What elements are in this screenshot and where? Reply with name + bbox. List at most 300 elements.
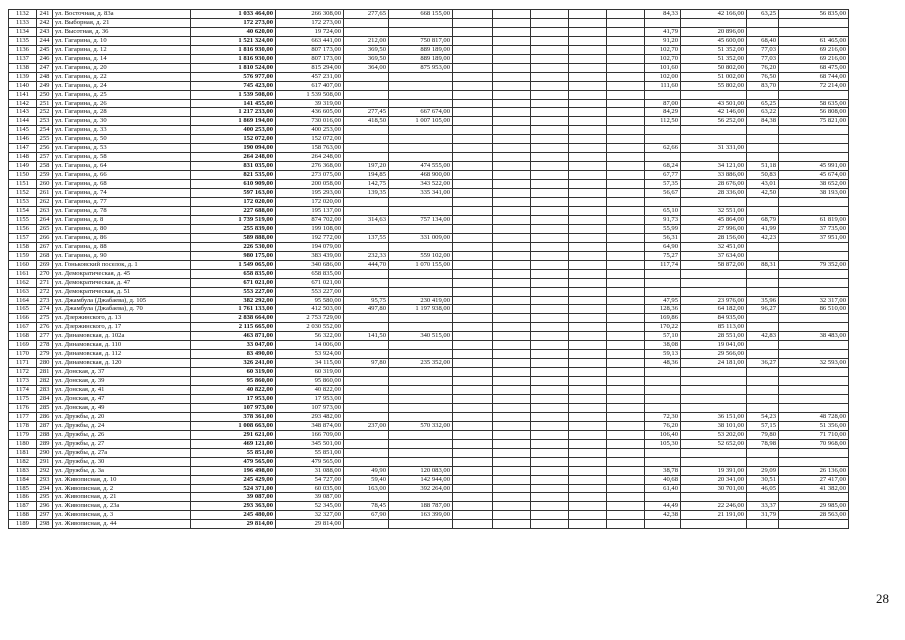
table-cell-item_no: 273 [37,296,53,305]
table-row [9,224,849,233]
table-cell-address: ул. Выборная, д. 21 [53,18,191,27]
table-cell-c11 [607,457,645,466]
table-cell-address: ул. Гагарина, д. 30 [53,117,191,126]
table-cell-c15 [779,251,849,260]
table-cell-c7 [453,520,493,529]
table-cell-c15 [779,27,849,36]
table-cell-c14 [747,493,779,502]
table-cell-c12 [645,457,681,466]
table-cell-c14 [747,394,779,403]
table-cell-c12: 102,00 [645,72,681,81]
table-cell-c5: 444,70 [344,260,389,269]
table-cell-c5: 277,45 [344,108,389,117]
table-cell-total: 1 549 065,00 [191,260,276,269]
table-cell-c14 [747,287,779,296]
table-cell-c10 [569,278,607,287]
table-row [9,323,849,332]
table-cell-c12 [645,153,681,162]
table-cell-c14 [747,520,779,529]
table-cell-c7 [453,63,493,72]
table-cell-c10 [569,386,607,395]
table-row [9,377,849,386]
table-cell-address: ул. Живописная, д. 3 [53,511,191,520]
table-cell-c13: 30 701,00 [681,484,747,493]
table-cell-c5 [344,448,389,457]
table-cell-c10 [569,144,607,153]
table-row [9,233,849,242]
table-cell-c14: 77,03 [747,54,779,63]
table-cell-c6: 188 787,00 [389,502,453,511]
table-cell-c10 [569,287,607,296]
table-cell-c5 [344,198,389,207]
table-cell-c12: 105,30 [645,439,681,448]
table-cell-row_no: 1138 [9,63,37,72]
table-row [9,215,849,224]
table-cell-c9 [531,108,569,117]
table-cell-c7 [453,448,493,457]
table-cell-c8 [493,54,531,63]
table-cell-c9 [531,36,569,45]
table-cell-c15: 51 356,00 [779,421,849,430]
table-cell-row_no: 1174 [9,386,37,395]
table-cell-c9 [531,314,569,323]
table-cell-c9 [531,90,569,99]
table-cell-c11 [607,126,645,135]
table-row [9,466,849,475]
table-cell-c9 [531,18,569,27]
table-cell-c10 [569,314,607,323]
table-cell-c12 [645,493,681,502]
table-cell-item_no: 262 [37,198,53,207]
table-cell-c7 [453,323,493,332]
table-cell-c15 [779,323,849,332]
table-cell-c11 [607,153,645,162]
table-cell-c12: 117,74 [645,260,681,269]
table-cell-c15 [779,448,849,457]
table-cell-c9 [531,242,569,251]
table-cell-c10 [569,233,607,242]
table-cell-row_no: 1169 [9,341,37,350]
table-cell-item_no: 260 [37,180,53,189]
table-cell-c10 [569,350,607,359]
table-cell-item_no: 281 [37,368,53,377]
table-cell-item_no: 268 [37,251,53,260]
table-cell-total: 2 838 664,00 [191,314,276,323]
table-cell-c7 [453,90,493,99]
table-cell-c12 [645,278,681,287]
table-cell-c11 [607,511,645,520]
table-cell-c5 [344,18,389,27]
table-row [9,18,849,27]
table-cell-item_no: 251 [37,99,53,108]
table-cell-total: 831 035,00 [191,162,276,171]
table-cell-address: ул. Гагарина, д. 50 [53,135,191,144]
table-row [9,484,849,493]
table-cell-total: 264 248,00 [191,153,276,162]
table-cell-c11 [607,108,645,117]
table-cell-c9 [531,27,569,36]
table-cell-c10 [569,99,607,108]
table-cell-c8 [493,448,531,457]
table-cell-c15 [779,314,849,323]
table-cell-item_no: 245 [37,45,53,54]
table-cell-row_no: 1155 [9,215,37,224]
table-cell-c6 [389,153,453,162]
table-cell-c12: 169,86 [645,314,681,323]
table-cell-c13: 43 501,00 [681,99,747,108]
table-cell-row_no: 1160 [9,260,37,269]
table-cell-c13: 56 252,00 [681,117,747,126]
table-cell-c4: 617 407,00 [276,81,344,90]
table-row [9,448,849,457]
table-cell-c13: 51 352,00 [681,45,747,54]
table-cell-address: ул. Гагарина, д. 22 [53,72,191,81]
table-cell-c11 [607,484,645,493]
table-cell-c10 [569,90,607,99]
table-cell-item_no: 265 [37,224,53,233]
table-cell-total: 576 977,00 [191,72,276,81]
table-cell-c10 [569,520,607,529]
table-cell-total: 227 688,00 [191,206,276,215]
table-cell-c11 [607,198,645,207]
table-cell-c5: 212,00 [344,36,389,45]
table-cell-c11 [607,296,645,305]
table-cell-c14: 68,79 [747,215,779,224]
table-cell-c11 [607,27,645,36]
table-cell-c4: 2 030 552,00 [276,323,344,332]
table-cell-c10 [569,215,607,224]
table-cell-c15: 38 483,00 [779,332,849,341]
table-cell-c5 [344,314,389,323]
table-cell-c8 [493,153,531,162]
table-cell-c11 [607,81,645,90]
table-cell-c9 [531,457,569,466]
table-cell-c4: 17 953,00 [276,394,344,403]
table-cell-c4: 200 058,00 [276,180,344,189]
table-cell-c8 [493,10,531,19]
table-cell-c13: 64 182,00 [681,305,747,314]
table-row [9,171,849,180]
table-cell-c5 [344,377,389,386]
table-cell-c15: 69 216,00 [779,45,849,54]
table-cell-item_no: 292 [37,466,53,475]
table-cell-c11 [607,502,645,511]
table-cell-c15 [779,153,849,162]
table-cell-c14: 46,05 [747,484,779,493]
table-cell-item_no: 246 [37,54,53,63]
table-cell-c4: 730 016,00 [276,117,344,126]
table-cell-c8 [493,198,531,207]
table-cell-total: 29 814,00 [191,520,276,529]
table-cell-c13 [681,153,747,162]
table-cell-c14: 31,79 [747,511,779,520]
table-cell-c14 [747,242,779,251]
table-cell-item_no: 288 [37,430,53,439]
table-cell-c15: 26 136,00 [779,466,849,475]
table-cell-c12 [645,126,681,135]
table-cell-c8 [493,180,531,189]
table-cell-c14: 33,37 [747,502,779,511]
table-cell-total: 469 121,00 [191,439,276,448]
table-cell-c13: 20 341,00 [681,475,747,484]
table-cell-c4: 107 973,00 [276,403,344,412]
table-cell-c12 [645,520,681,529]
table-cell-c15: 72 214,00 [779,81,849,90]
table-cell-total: 60 319,00 [191,368,276,377]
table-cell-total: 463 871,00 [191,332,276,341]
table-cell-c9 [531,430,569,439]
table-cell-c5: 163,00 [344,484,389,493]
table-cell-c6 [389,242,453,251]
table-cell-c4: 60 035,00 [276,484,344,493]
table-cell-c15: 48 728,00 [779,412,849,421]
table-cell-c8 [493,394,531,403]
table-cell-c6: 750 817,00 [389,36,453,45]
table-cell-c15 [779,520,849,529]
table-cell-c8 [493,296,531,305]
table-cell-c13: 19 041,00 [681,341,747,350]
table-cell-row_no: 1165 [9,305,37,314]
table-cell-c9 [531,54,569,63]
table-cell-c10 [569,189,607,198]
table-row [9,394,849,403]
table-cell-c4: 807 173,00 [276,54,344,63]
table-cell-c5 [344,153,389,162]
table-cell-c7 [453,117,493,126]
table-cell-c4: 53 924,00 [276,350,344,359]
table-cell-c14: 76,50 [747,72,779,81]
table-cell-c15: 61 819,00 [779,215,849,224]
table-cell-c12: 56,67 [645,189,681,198]
table-cell-c8 [493,520,531,529]
table-cell-c11 [607,350,645,359]
table-cell-row_no: 1185 [9,484,37,493]
table-cell-item_no: 283 [37,386,53,395]
table-cell-address: ул. Гагарина, д. 8 [53,215,191,224]
table-cell-item_no: 279 [37,350,53,359]
table-cell-c4: 815 294,00 [276,63,344,72]
table-cell-c14: 35,96 [747,296,779,305]
table-cell-c10 [569,63,607,72]
table-cell-c15 [779,206,849,215]
table-cell-c14: 57,15 [747,421,779,430]
table-cell-total: 95 860,00 [191,377,276,386]
table-cell-c5: 418,50 [344,117,389,126]
table-cell-item_no: 291 [37,457,53,466]
table-cell-c8 [493,81,531,90]
table-cell-c15 [779,386,849,395]
table-cell-item_no: 254 [37,126,53,135]
table-cell-c9 [531,171,569,180]
table-cell-c9 [531,206,569,215]
table-cell-c4: 172 020,00 [276,198,344,207]
table-cell-c7 [453,18,493,27]
table-cell-c13: 55 802,00 [681,81,747,90]
table-cell-c4: 658 835,00 [276,269,344,278]
table-cell-row_no: 1172 [9,368,37,377]
table-cell-address: ул. Дружбы, д. 26 [53,430,191,439]
table-cell-c8 [493,403,531,412]
table-cell-c8 [493,99,531,108]
table-cell-c8 [493,368,531,377]
table-cell-total: 245 429,00 [191,475,276,484]
table-cell-c4: 671 021,00 [276,278,344,287]
table-cell-c6 [389,314,453,323]
table-cell-total: 2 115 665,00 [191,323,276,332]
table-cell-c7 [453,269,493,278]
table-cell-c4: 345 501,00 [276,439,344,448]
table-cell-c15 [779,198,849,207]
table-cell-address: ул. Гагарина, д. 26 [53,99,191,108]
table-cell-c7 [453,278,493,287]
table-cell-c7 [453,54,493,63]
table-cell-c13 [681,126,747,135]
table-cell-c6: 163 399,00 [389,511,453,520]
table-cell-c5 [344,278,389,287]
table-cell-c7 [453,233,493,242]
table-cell-address: ул. Восточная, д. 83а [53,10,191,19]
table-cell-total: 382 292,00 [191,296,276,305]
table-cell-c12: 76,20 [645,421,681,430]
table-cell-c10 [569,162,607,171]
table-row [9,457,849,466]
table-cell-total: 980 175,00 [191,251,276,260]
table-cell-c11 [607,135,645,144]
table-cell-c9 [531,323,569,332]
table-cell-c12: 48,36 [645,359,681,368]
register-table-body [9,10,849,529]
table-cell-c6: 1 007 105,00 [389,117,453,126]
table-cell-c12: 64,90 [645,242,681,251]
table-cell-total: 39 087,00 [191,493,276,502]
table-cell-total: 1 869 194,00 [191,117,276,126]
table-cell-c9 [531,135,569,144]
table-cell-c10 [569,224,607,233]
table-cell-c6: 875 953,00 [389,63,453,72]
register-table [8,9,849,529]
table-cell-row_no: 1171 [9,359,37,368]
table-cell-c7 [453,484,493,493]
table-cell-c11 [607,117,645,126]
table-cell-c15: 68 475,00 [779,63,849,72]
table-cell-c12: 57,10 [645,332,681,341]
table-cell-c6 [389,386,453,395]
table-cell-c12: 67,77 [645,171,681,180]
table-cell-c14: 54,23 [747,412,779,421]
table-cell-c6 [389,27,453,36]
table-cell-row_no: 1141 [9,90,37,99]
table-cell-c9 [531,251,569,260]
table-cell-c15: 69 216,00 [779,54,849,63]
table-cell-row_no: 1137 [9,54,37,63]
table-cell-c14 [747,153,779,162]
table-cell-c14: 88,31 [747,260,779,269]
table-cell-c15: 37 735,00 [779,224,849,233]
table-cell-c7 [453,99,493,108]
table-cell-c9 [531,81,569,90]
table-cell-c4: 553 227,00 [276,287,344,296]
table-cell-c13 [681,287,747,296]
table-cell-row_no: 1161 [9,269,37,278]
table-cell-c4: 95 860,00 [276,377,344,386]
table-cell-c9 [531,394,569,403]
table-cell-c9 [531,377,569,386]
table-cell-c15: 56 808,00 [779,108,849,117]
table-cell-c4: 293 482,00 [276,412,344,421]
table-cell-c10 [569,377,607,386]
table-cell-address: ул. Гагарина, д. 14 [53,54,191,63]
table-cell-row_no: 1159 [9,251,37,260]
table-cell-total: 671 021,00 [191,278,276,287]
table-cell-c12 [645,448,681,457]
table-cell-total: 152 072,00 [191,135,276,144]
table-cell-c12 [645,90,681,99]
table-cell-c5 [344,323,389,332]
table-cell-c8 [493,502,531,511]
table-cell-address: ул. Гагарина, д. 53 [53,144,191,153]
table-cell-c12: 112,50 [645,117,681,126]
table-cell-c15: 45 674,00 [779,171,849,180]
table-cell-c14 [747,403,779,412]
table-cell-c11 [607,90,645,99]
table-cell-c13: 23 976,00 [681,296,747,305]
table-cell-c8 [493,278,531,287]
table-cell-c7 [453,475,493,484]
table-cell-c13: 24 181,00 [681,359,747,368]
table-row [9,386,849,395]
table-cell-c14: 83,70 [747,81,779,90]
table-cell-row_no: 1140 [9,81,37,90]
table-cell-c9 [531,502,569,511]
table-cell-c14 [747,368,779,377]
table-cell-c7 [453,377,493,386]
table-cell-row_no: 1168 [9,332,37,341]
table-cell-c13: 34 121,00 [681,162,747,171]
table-cell-row_no: 1164 [9,296,37,305]
table-cell-item_no: 297 [37,511,53,520]
table-cell-c11 [607,233,645,242]
table-cell-c5 [344,430,389,439]
table-cell-c4: 14 006,00 [276,341,344,350]
table-cell-c13: 33 886,00 [681,171,747,180]
table-cell-c8 [493,332,531,341]
table-cell-c14 [747,198,779,207]
table-cell-c9 [531,153,569,162]
table-cell-c8 [493,206,531,215]
table-cell-total: 553 227,00 [191,287,276,296]
table-cell-total: 610 909,00 [191,180,276,189]
table-cell-row_no: 1146 [9,135,37,144]
table-cell-total: 55 851,00 [191,448,276,457]
table-cell-c7 [453,430,493,439]
table-cell-c11 [607,493,645,502]
table-cell-c7 [453,153,493,162]
table-cell-c12 [645,368,681,377]
table-cell-c8 [493,171,531,180]
table-cell-c9 [531,260,569,269]
table-row [9,108,849,117]
table-cell-item_no: 290 [37,448,53,457]
table-cell-c6 [389,135,453,144]
table-cell-row_no: 1149 [9,162,37,171]
table-row [9,153,849,162]
table-cell-row_no: 1144 [9,117,37,126]
table-cell-c9 [531,45,569,54]
table-cell-c8 [493,162,531,171]
table-cell-row_no: 1142 [9,99,37,108]
table-cell-c4: 34 115,00 [276,359,344,368]
table-cell-c5 [344,493,389,502]
